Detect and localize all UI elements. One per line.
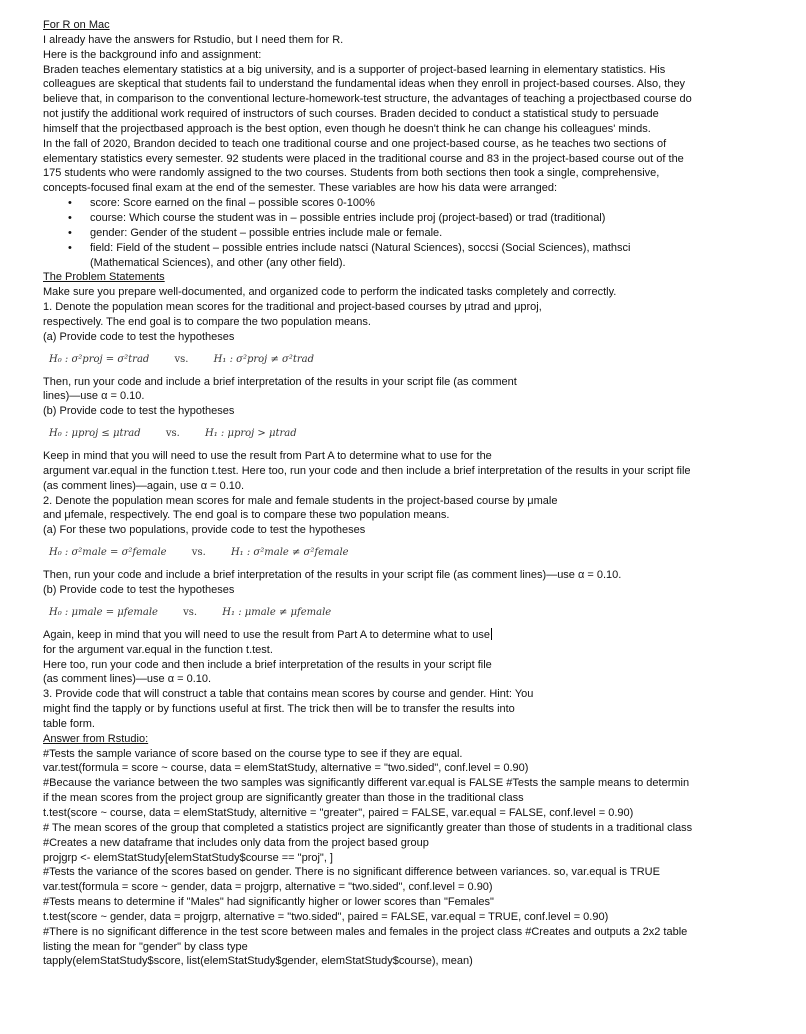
answer-code-line: #Tests means to determine if "Males" had significantly higher or lower scores than "Females" bbox=[43, 896, 494, 909]
alternative-hypothesis: H₁ : σ²male ≠ σ²female bbox=[230, 547, 349, 559]
answer-code-line: listing the mean for "gender" by class type bbox=[43, 940, 248, 953]
question-line: (b) Provide code to test the hypotheses bbox=[43, 584, 235, 596]
answer-code-line: t.test(score ~ gender, data = projgrp, alternative = "two.sided", paired = FALSE, var.equal = TRUE, conf.level = 0.90) bbox=[43, 910, 609, 923]
question-line: Then, run your code and include a brief interpretation of the results in your script file (as comment bbox=[43, 375, 517, 388]
null-hypothesis: H₀ : σ²male = σ²female bbox=[49, 547, 167, 559]
answer-code-line: projgrp <- elemStatStudy[elemStatStudy$course == "proj", ] bbox=[43, 851, 333, 864]
problems-intro: Make sure you prepare well-documented, and organized code to perform the indicated tasks completely and correctly. bbox=[43, 286, 617, 299]
alternative-hypothesis: H₁ : μproj > μtrad bbox=[205, 428, 297, 440]
question-line: (a) For these two populations, provide code to test the hypotheses bbox=[43, 524, 366, 537]
answer-code-line: if the mean scores from the project group are significantly greater than those in the traditional class bbox=[43, 792, 524, 805]
question-line: table form. bbox=[43, 717, 95, 730]
background-line: believe that, in comparison to the conventional lecture-homework-test structure, the advantages of teaching a projectbased course do bbox=[43, 93, 692, 106]
null-hypothesis: H₀ : μproj ≤ μtrad bbox=[49, 428, 141, 440]
question-line: (b) Provide code to test the hypotheses bbox=[43, 405, 235, 418]
answer-code-line: #There is no significant difference in the test score between males and females in the project class #Creates and outputs a 2x2 table bbox=[43, 925, 688, 938]
answer-code-line: #Tests the sample variance of score based on the course type to see if they are equal. bbox=[43, 747, 463, 760]
variable-item: • course: Which course the student was in – possible entries include proj (project-based) or trad (traditional) bbox=[43, 211, 786, 226]
answer-code-line: #Creates a new dataframe that includes only data from the project based group bbox=[43, 836, 429, 849]
background-line: colleagues are skeptical that students fail to understand the fundamental ideas when they enroll in project-based courses. Also, they bbox=[43, 78, 686, 91]
null-hypothesis: H₀ : σ²proj = σ²trad bbox=[49, 353, 150, 365]
answer-code-line: # The mean scores of the group that completed a statistics project are significantly greater than those of students in a traditional class bbox=[43, 821, 693, 834]
hypothesis-equation-1 bbox=[43, 345, 786, 375]
doc-title: For R on Mac bbox=[43, 19, 110, 31]
question-line: (a) Provide code to test the hypotheses bbox=[43, 330, 235, 343]
answer-code-line: var.test(formula = score ~ gender, data = projgrp, alternative = "two.sided", conf.level = 0.90) bbox=[43, 881, 493, 894]
versus-label: vs. bbox=[191, 547, 206, 559]
alternative-hypothesis: H₁ : σ²proj ≠ σ²trad bbox=[213, 353, 314, 365]
versus-label: vs. bbox=[183, 606, 198, 618]
background-line: In the fall of 2020, Brandon decided to teach one traditional course and one project-based course, as he teaches two sections of bbox=[43, 137, 667, 150]
background-line: Braden teaches elementary statistics at a big university, and is a supporter of project-based learning in elementary statistics. His bbox=[43, 63, 666, 76]
intro-line: I already have the answers for Rstudio, but I need them for R. bbox=[43, 33, 344, 46]
variable-item: • score: Score earned on the final – possible scores 0-100% bbox=[43, 196, 786, 211]
answer-heading: Answer from Rstudio: bbox=[43, 732, 149, 745]
alternative-hypothesis: H₁ : μmale ≠ μfemale bbox=[222, 606, 332, 618]
question-line: and μfemale, respectively. The end goal is to compare these two population means. bbox=[43, 509, 450, 522]
answer-code-line: t.test(score ~ course, data = elemStatStudy, alternitive = "greater", paired = FALSE, var.equal = FALSE, conf.level = 0.90) bbox=[43, 806, 634, 819]
answer-code-line: var.test(formula = score ~ course, data = elemStatStudy, alternative = "two.sided", conf.level = 0.90) bbox=[43, 762, 529, 775]
hypothesis-equation-3 bbox=[43, 538, 786, 568]
background-line: 175 students who were randomly assigned to the two courses. Students from both sections then took a single, comprehensive, bbox=[43, 167, 660, 180]
problems-heading: The Problem Statements bbox=[43, 271, 165, 284]
text-cursor bbox=[491, 628, 492, 640]
variable-item: • gender: Gender of the student – possible entries include male or female. bbox=[43, 226, 786, 241]
versus-label: vs. bbox=[174, 353, 189, 365]
hypothesis-equation-2 bbox=[43, 419, 786, 449]
question-line: (as comment lines)—use α = 0.10. bbox=[43, 673, 212, 686]
background-line: himself that the projectbased approach is the best option, even though he doesn't think he can change his colleagues' minds. bbox=[43, 122, 651, 135]
variable-item: • field: Field of the student – possible entries include natsci (Natural Sciences), soccsi (Social Sciences), mathsci bbox=[43, 241, 786, 256]
question-line: lines)—use α = 0.10. bbox=[43, 390, 145, 403]
question-line: 1. Denote the population mean scores for the traditional and project-based courses by μtrad and μproj, bbox=[43, 301, 542, 314]
question-line: 3. Provide code that will construct a table that contains mean scores by course and gender. Hint: You bbox=[43, 688, 534, 701]
question-line: Keep in mind that you will need to use the result from Part A to determine what to use for the bbox=[43, 450, 492, 463]
question-line: respectively. The end goal is to compare the two population means. bbox=[43, 315, 371, 328]
background-line: elementary statistics every semester. 92 students were placed in the traditional course and 83 in the project-based course out of the bbox=[43, 152, 684, 165]
question-line: for the argument var.equal in the function t.test. bbox=[43, 643, 273, 656]
question-line-with-caret[interactable] bbox=[43, 628, 786, 643]
question-line: might find the tapply or by functions useful at first. The trick then will be to transfer the results into bbox=[43, 703, 515, 716]
null-hypothesis: H₀ : μmale = μfemale bbox=[49, 606, 158, 618]
answer-code-line: tapply(elemStatStudy$score, list(elemStatStudy$gender, elemStatStudy$course), mean) bbox=[43, 955, 473, 968]
answer-code-line: #Because the variance between the two samples was significantly different var.equal is FALSE #Tests the sample means to determin bbox=[43, 777, 690, 790]
hypothesis-equation-4 bbox=[43, 598, 786, 628]
question-line: Then, run your code and include a brief interpretation of the results in your script file (as comment lines)—use α = 0.10. bbox=[43, 569, 622, 582]
question-line: argument var.equal in the function t.test. Here too, run your code and then include a brief interpretation of the results in your script file bbox=[43, 464, 691, 477]
question-line: (as comment lines)—again, use α = 0.10. bbox=[43, 479, 245, 492]
variable-list bbox=[43, 196, 786, 270]
background-line: not justify the additional work required of instructors of such courses. Braden decided to conduct a statistical study to persuade bbox=[43, 108, 659, 121]
versus-label: vs. bbox=[165, 428, 180, 440]
intro-line: Here is the background info and assignment: bbox=[43, 48, 262, 61]
answer-code-line: #Tests the variance of the scores based on gender. There is no significant difference between variances. so, var.equal is TRUE bbox=[43, 866, 660, 879]
question-line: Here too, run your code and then include a brief interpretation of the results in your script file bbox=[43, 658, 492, 671]
variable-item-continued: (Mathematical Sciences), and other (any other field). bbox=[90, 256, 346, 269]
question-line: 2. Denote the population mean scores for male and female students in the project-based course by μmale bbox=[43, 494, 558, 507]
question-text: Again, keep in mind that you will need to use the result from Part A to determine what to use bbox=[43, 628, 490, 641]
background-line: concepts-focused final exam at the end of the semester. These variables are how his data were arranged: bbox=[43, 182, 558, 195]
